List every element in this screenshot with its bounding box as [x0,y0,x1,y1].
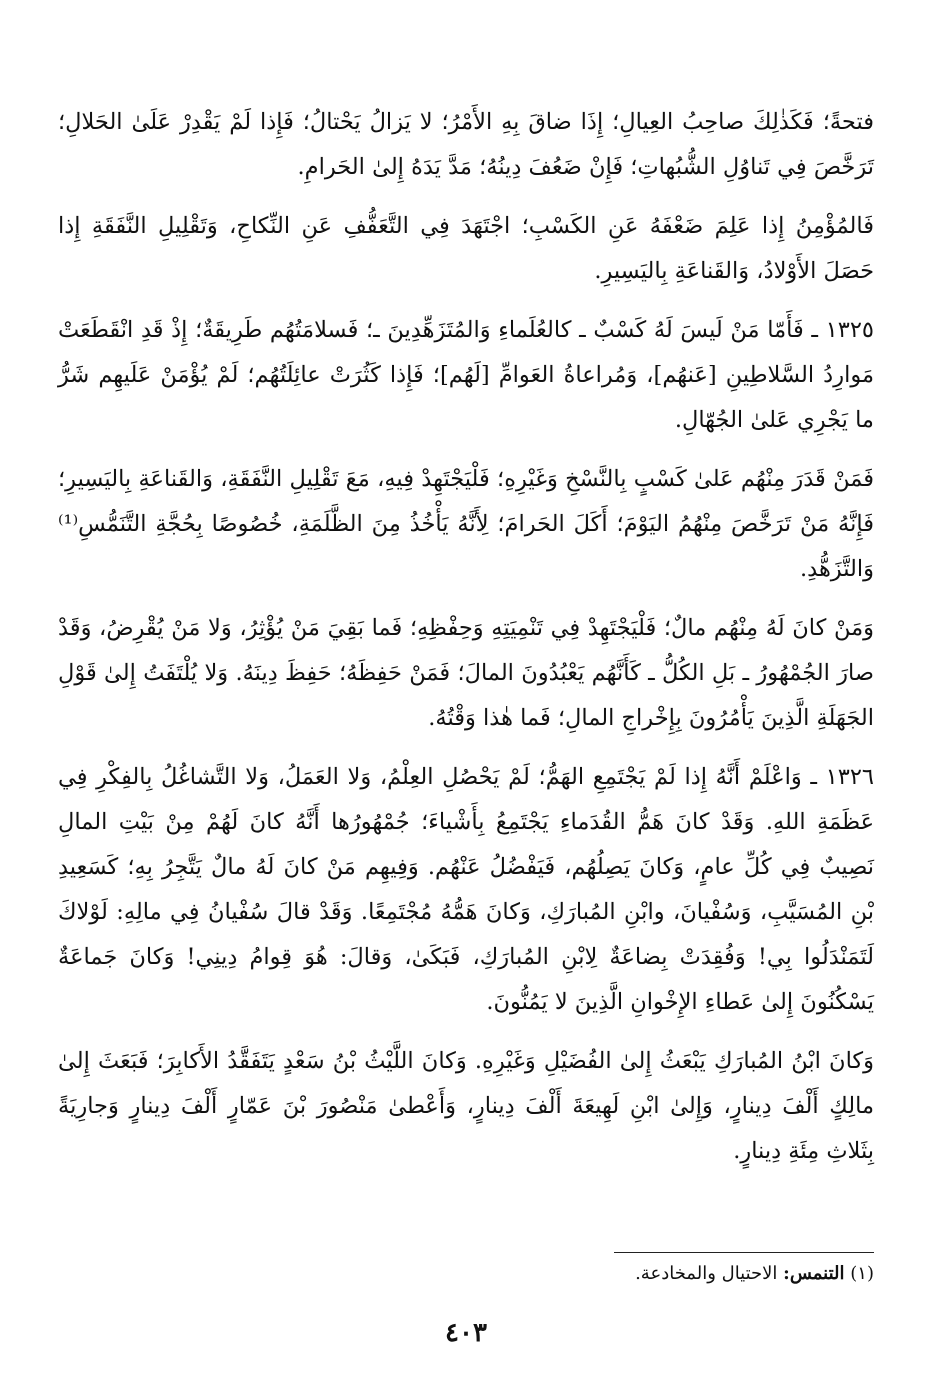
footnote-definition: الاحتيال والمخادعة. [635,1263,778,1284]
page-number: ٤٠٣ [445,1318,487,1348]
paragraph-4: فَمَنْ قَدَرَ مِنْهُم عَلىٰ كَسْبٍ بِالنَّسْخِ وَغَيْرِهِ؛ فَلْيَجْتَهِدْ فِيهِ، مَعَ تَقْلِيلِ النَّفَقَةِ، وَالقَناعَةِ بِاليَسِيرِ؛ فَإِنَّهُ مَنْ تَرَخَّصَ مِنْهُمُ اليَوْمَ؛ أَكَلَ الحَرامَ؛ لِأَنَّهُ يَأْخُذُ مِنَ الظَّلَمَةِ، خُصُوصًا بِحُجَّةِ التَّنَمُّسِ⁽¹⁾ وَالتَّزَهُّدِ. [58,466,874,582]
main-text [58,100,874,1188]
paragraph-2: فَالمُؤْمِنُ إِذا عَلِمَ ضَعْفَهُ عَنِ الكَسْبِ؛ اجْتَهَدَ فِي التَّعَفُّفِ عَنِ النِّكاحِ، وَتَقْلِيلِ النَّفَقَةِ إِذا حَصَلَ الأَوْلادُ، وَالقَناعَةِ بِاليَسِيرِ. [58,213,874,284]
footnote [58,1260,874,1288]
paragraph-1326: ١٣٢٦ ـ وَاعْلَمْ أَنَّهُ إِذا لَمْ يَجْتَمِعِ الهَمُّ؛ لَمْ يَحْصُلِ العِلْمُ، وَلا العَمَلُ، وَلا التَّشاغُلُ بِالفِكْرِ فِي عَظَمَةِ اللهِ. وَقَدْ كانَ هَمُّ القُدَماءِ يَجْتَمِعُ بِأَشْياءَ؛ جُمْهُورُها أَنَّهُ كانَ لَهُمْ مِنْ بَيْتِ المالِ نَصِيبٌ فِي كُلِّ عامٍ، وَكانَ يَصِلُهُم، فَيَفْضُلُ عَنْهُم. وَفِيهِم مَنْ كانَ لَهُ مالٌ يَتَّجِرُ بِهِ؛ كَسَعِيدِ بْنِ المُسَيَّبِ، وَسُفْيانَ، وابْنِ المُبارَكِ، وَكانَ هَمُّهُ مُجْتَمِعًا. وَقَدْ قالَ سُفْيانُ فِي مالِهِ: لَوْلاكَ لَتَمَنْدَلُوا بِي! وَفُقِدَتْ بِضاعَةٌ لِابْنِ المُبارَكِ، فَبَكَىٰ، وَقالَ: هُوَ قِوامُ دِينِي! وَكانَ جَماعَةٌ يَسْكُنُونَ إِلىٰ عَطاءِ الإِخْوانِ الَّذِينَ لا يَمُنُّونَ. [58,764,874,1015]
footnote-separator [614,1252,874,1253]
paragraph-1: فتحةً؛ فَكَذٰلِكَ صاحِبُ العِيالِ؛ إِذَا ضاقَ بِهِ الأَمْرُ؛ لا يَزالُ يَحْتالُ؛ فَإِذا لَمْ يَقْدِرْ عَلَىٰ الحَلالِ؛ تَرَخَّصَ فِي تَناوُلِ الشُّبُهاتِ؛ فَإِنْ ضَعُفَ دِينُهُ؛ مَدَّ يَدَهُ إِلىٰ الحَرامِ. [58,109,874,180]
paragraph-1325: ١٣٢٥ ـ فَأَمّا مَنْ لَيسَ لَهُ كَسْبٌ ـ كالعُلَماءِ وَالمُتَزَهِّدِينَ ـ؛ فَسلامَتُهُم طَرِيقَةٌ؛ إِذْ قَدِ انْقَطَعَتْ مَوارِدُ السَّلاطِينِ [عَنهُم]، وَمُراعاةُ العَوامِّ [لَهُم]؛ فَإِذا كَثُرَتْ عائِلَتُهُم؛ لَمْ يُؤْمَنْ عَلَيهِم شَرُّ ما يَجْرِي عَلىٰ الجُهّالِ. [58,317,874,433]
paragraph-7: وَكانَ ابْنُ المُبارَكِ يَبْعَثُ إِلىٰ الفُضَيْلِ وَغَيْرِهِ. وَكانَ اللَّيْثُ بْنُ سَعْدٍ يَتَفَقَّدُ الأَكابِرَ؛ فَبَعَثَ إِلىٰ مالِكٍ أَلْفَ دِينارٍ، وَإِلىٰ ابْنِ لَهِيعَةَ أَلْفَ دِينارٍ، وَأَعْطىٰ مَنْصُورَ بْنَ عَمّارٍ أَلْفَ دِينارٍ وَجارِيَةً بِثَلاثِ مِئَةِ دِينارٍ. [58,1048,874,1164]
footnote-term: التنمس: [783,1263,845,1284]
footnote-marker: (١) [850,1263,874,1284]
paragraph-5: وَمَنْ كانَ لَهُ مِنْهُم مالٌ؛ فَلْيَجْتَهِدْ فِي تَنْمِيَتِهِ وَحِفْظِهِ؛ فَما بَقِيَ مَنْ يُؤْثِرُ، وَلا مَنْ يُقْرِضُ، وَقَدْ صارَ الجُمْهُورُ ـ بَلِ الكُلُّ ـ كَأَنَّهُم يَعْبُدُونَ المالَ؛ فَمَنْ حَفِظَهُ؛ حَفِظَ دِينَهُ. وَلا يُلْتَفَتُ إِلىٰ قَوْلِ الجَهَلَةِ الَّذِينَ يَأْمُرُونَ بِإِخْراجِ المالِ؛ فَما هٰذا وَقْتُهُ. [58,615,874,731]
